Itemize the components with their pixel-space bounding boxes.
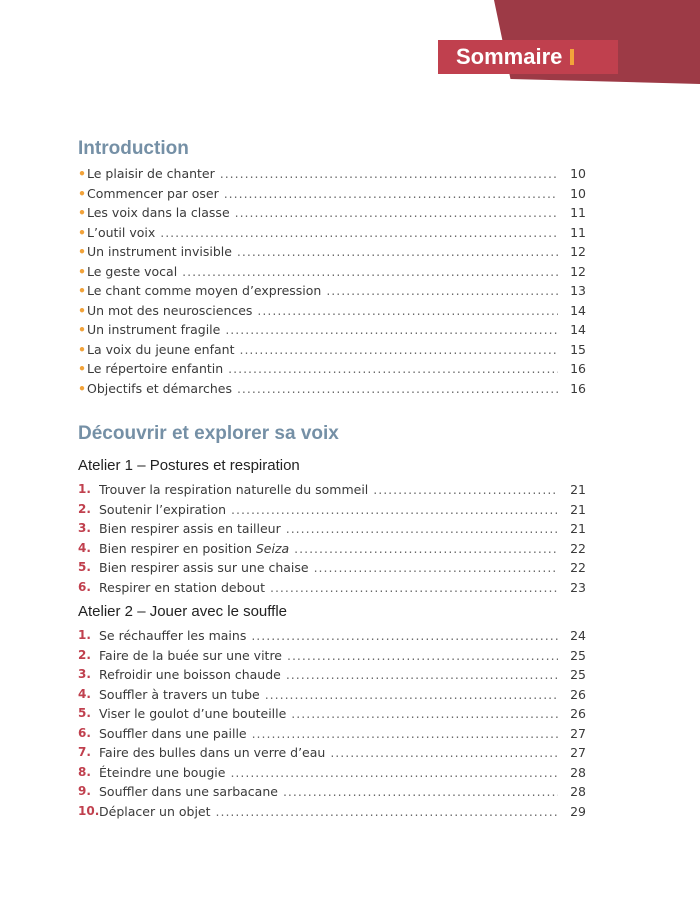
toc-entry[interactable] xyxy=(78,646,586,666)
toc-entry[interactable] xyxy=(78,763,586,783)
section-title-introduction: Introduction xyxy=(78,138,189,159)
entry-number: 1. xyxy=(78,482,91,496)
entry-label xyxy=(99,665,558,685)
entry-text: Soutenir l’expiration xyxy=(99,501,227,517)
entry-number: 10. xyxy=(78,803,100,818)
page-number: 13 xyxy=(570,283,586,298)
toc-entry[interactable] xyxy=(78,379,586,399)
page-number: 25 xyxy=(570,667,586,682)
entry-text: Bien respirer assis en tailleur xyxy=(99,521,281,536)
toc-entry[interactable] xyxy=(78,320,586,340)
toc-entry[interactable] xyxy=(78,626,586,646)
entry-text: Un instrument invisible xyxy=(87,244,232,259)
entry-number: 2. xyxy=(78,501,91,516)
toc-entry[interactable] xyxy=(78,301,586,321)
entry-number: 7. xyxy=(78,745,91,759)
entry-label xyxy=(87,281,558,301)
toc-entry[interactable] xyxy=(78,242,586,262)
entry-label xyxy=(99,704,558,724)
bullet-icon: • xyxy=(78,205,86,220)
entry-label xyxy=(99,743,558,763)
entry-label xyxy=(87,320,558,340)
entry-text: Bien respirer assis sur une chaise xyxy=(99,560,309,575)
entry-label xyxy=(99,539,558,559)
entry-label xyxy=(87,379,558,399)
entry-label xyxy=(87,223,558,243)
bullet-icon: • xyxy=(78,166,86,181)
entry-label xyxy=(99,500,558,520)
page-number: 11 xyxy=(570,205,586,220)
entry-text: Bien respirer en position xyxy=(99,540,252,556)
page-number: 24 xyxy=(570,628,586,643)
page-number: 26 xyxy=(570,706,586,721)
entry-label xyxy=(87,203,558,223)
entry-text: Respirer en station debout xyxy=(99,579,266,595)
page-number: 22 xyxy=(570,560,586,575)
entry-number: 4. xyxy=(78,686,91,701)
page-number: 15 xyxy=(570,341,586,357)
bullet-icon: • xyxy=(78,283,86,298)
entry-label xyxy=(99,802,558,822)
page-number: 28 xyxy=(570,764,586,780)
page-number: 21 xyxy=(570,482,586,497)
entry-text: Le geste vocal xyxy=(87,263,178,279)
entry-text: Le plaisir de chanter xyxy=(87,166,215,181)
entry-text: Faire des bulles dans un verre d’eau xyxy=(99,745,326,760)
entry-number: 2. xyxy=(78,647,91,662)
entry-label xyxy=(99,626,558,646)
entry-number: 8. xyxy=(78,764,91,779)
page-number: 27 xyxy=(570,725,586,741)
toc-entry[interactable] xyxy=(78,281,586,301)
atelier-1-title: Atelier 1 – Postures et respiration xyxy=(78,457,300,474)
entry-text: La voix du jeune enfant xyxy=(87,341,235,357)
entry-text: Déplacer un objet xyxy=(99,803,211,819)
page-number: 28 xyxy=(570,784,586,799)
entry-label xyxy=(99,558,558,578)
page-number: 29 xyxy=(570,803,586,819)
entry-number: 5. xyxy=(78,560,91,574)
entry-label xyxy=(87,242,558,262)
entry-label xyxy=(99,646,558,666)
introduction-list xyxy=(78,164,586,398)
toc-entry[interactable] xyxy=(78,685,586,705)
bullet-icon: • xyxy=(78,341,86,357)
entry-text: Éteindre une bougie xyxy=(99,764,226,780)
entry-text: Souffler dans une paille xyxy=(99,725,247,741)
entry-label xyxy=(99,578,558,598)
page-number: 16 xyxy=(570,380,586,396)
toc-entry[interactable] xyxy=(78,665,586,685)
toc-entry[interactable] xyxy=(78,500,586,520)
entry-text: Faire de la buée sur une vitre xyxy=(99,647,283,663)
entry-number: 6. xyxy=(78,725,91,740)
page-number: 12 xyxy=(570,263,586,279)
page-number: 25 xyxy=(570,647,586,663)
page-number: 11 xyxy=(570,224,586,240)
entry-number: 5. xyxy=(78,706,91,720)
toc-entry[interactable] xyxy=(78,704,586,724)
toc-entry[interactable] xyxy=(78,802,586,822)
page-number: 10 xyxy=(570,185,586,201)
toc-entry[interactable] xyxy=(78,743,586,763)
page-number: 16 xyxy=(570,361,586,376)
section-title-decouvrir: Découvrir et explorer sa voix xyxy=(78,423,339,444)
entry-label xyxy=(87,301,558,321)
entry-text: Trouver la respiration naturelle du sommeil xyxy=(99,482,369,497)
toc-entry[interactable] xyxy=(78,164,586,184)
toc-entry[interactable] xyxy=(78,359,586,379)
entry-emphasis: Seiza xyxy=(255,540,290,556)
toc-entry[interactable] xyxy=(78,223,586,243)
page-number: 26 xyxy=(570,686,586,702)
toc-entry[interactable] xyxy=(78,519,586,539)
entry-label xyxy=(99,480,558,500)
toc-entry[interactable] xyxy=(78,203,586,223)
page-number: 23 xyxy=(570,579,586,595)
toc-entry[interactable] xyxy=(78,184,586,204)
bullet-icon: • xyxy=(78,224,86,240)
toc-entry[interactable] xyxy=(78,724,586,744)
page-number: 22 xyxy=(570,540,586,556)
page-number: 21 xyxy=(570,521,586,536)
bullet-icon: • xyxy=(78,302,86,318)
entry-label xyxy=(87,262,558,282)
toc-entry[interactable] xyxy=(78,262,586,282)
entry-number: 1. xyxy=(78,628,91,642)
page-number: 21 xyxy=(570,501,586,517)
entry-label xyxy=(99,685,558,705)
entry-text: Un mot des neurosciences xyxy=(87,302,253,318)
bullet-icon: • xyxy=(78,361,86,376)
bullet-icon: • xyxy=(78,322,86,337)
entry-number: 6. xyxy=(78,579,91,594)
atelier-2-title: Atelier 2 – Jouer avec le souffle xyxy=(78,603,288,620)
page-number: 10 xyxy=(570,166,586,181)
entry-number: 4. xyxy=(78,540,91,555)
page-number: 27 xyxy=(570,745,586,760)
title-accent-bar xyxy=(570,49,574,65)
entry-text: Objectifs et démarches xyxy=(87,380,232,396)
entry-label xyxy=(87,359,558,379)
entry-label xyxy=(87,184,558,204)
toc-entry[interactable] xyxy=(78,558,586,578)
entry-label xyxy=(99,724,558,744)
toc-entry[interactable] xyxy=(78,782,586,802)
entry-number: 3. xyxy=(78,667,91,681)
bullet-icon: • xyxy=(78,380,86,396)
entry-text: Se réchauffer les mains xyxy=(99,628,247,643)
toc-entry[interactable] xyxy=(78,340,586,360)
entry-text: Commencer par oser xyxy=(87,185,219,201)
bullet-icon: • xyxy=(78,185,86,201)
entry-text: Le répertoire enfantin xyxy=(87,361,224,376)
page-number: 12 xyxy=(570,244,586,259)
entry-number: 3. xyxy=(78,521,91,535)
entry-number: 9. xyxy=(78,784,91,798)
atelier-1-list xyxy=(78,480,586,597)
entry-text: Souffler à travers un tube xyxy=(99,686,260,702)
entry-text: Un instrument fragile xyxy=(87,322,221,337)
entry-label xyxy=(87,164,558,184)
page-title: Sommaire xyxy=(438,40,618,74)
toc-entry[interactable] xyxy=(78,480,586,500)
entry-text: Viser le goulot d’une bouteille xyxy=(99,706,287,721)
page-number: 14 xyxy=(570,302,586,318)
bullet-icon: • xyxy=(78,244,86,259)
entry-text: Refroidir une boisson chaude xyxy=(99,667,281,682)
entry-label xyxy=(99,519,558,539)
entry-text: Le chant comme moyen d’expression xyxy=(87,283,322,298)
entry-label xyxy=(87,340,558,360)
entry-label xyxy=(99,782,558,802)
entry-text: L’outil voix xyxy=(87,224,156,240)
toc-entry[interactable] xyxy=(78,539,586,559)
entry-text: Souffler dans une sarbacane xyxy=(99,784,278,799)
entry-text: Les voix dans la classe xyxy=(87,205,230,220)
entry-label xyxy=(99,763,558,783)
toc-entry[interactable] xyxy=(78,578,586,598)
header-tab xyxy=(456,0,700,84)
atelier-2-list xyxy=(78,626,586,821)
page-number: 14 xyxy=(570,322,586,337)
bullet-icon: • xyxy=(78,263,86,279)
